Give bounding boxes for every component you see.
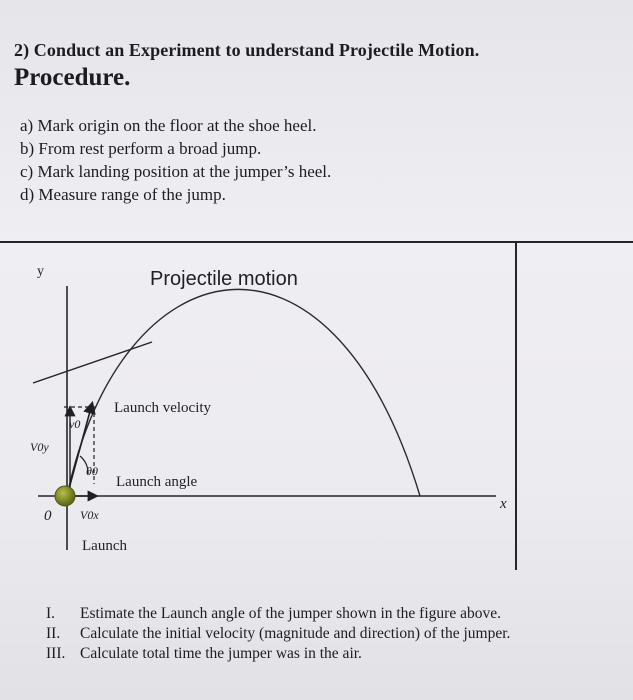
- figure-title: Projectile motion: [150, 268, 298, 290]
- v0x-label: V0x: [80, 508, 99, 522]
- question-3: [46, 644, 510, 664]
- projectile-motion-diagram: [0, 238, 633, 588]
- question-text: Calculate the initial velocity (magnitude and direction) of the jumper.: [80, 625, 511, 642]
- question-text: Calculate total time the jumper was in the air.: [80, 645, 362, 662]
- question-number: III.: [46, 645, 66, 662]
- step-d: d) Measure range of the jump.: [20, 185, 226, 204]
- procedure-steps: [20, 114, 331, 206]
- x-axis-label: x: [500, 496, 507, 512]
- y-axis-label: y: [37, 264, 44, 279]
- launch-velocity-label: Launch velocity: [114, 400, 212, 416]
- question-number: II.: [46, 625, 61, 642]
- v0-label: v0: [69, 417, 81, 431]
- question-2: [46, 624, 510, 644]
- origin-label: 0: [44, 508, 52, 524]
- launch-ball: [55, 486, 75, 506]
- v0y-label: V0y: [30, 440, 49, 454]
- theta0-label: θ0: [86, 464, 98, 478]
- step-b: b) From rest perform a broad jump.: [20, 139, 262, 158]
- step-a: a) Mark origin on the floor at the shoe heel.: [20, 116, 317, 135]
- question-text: Estimate the Launch angle of the jumper shown in the figure above.: [80, 605, 501, 622]
- questions-list: [46, 604, 510, 664]
- procedure-title: Procedure.: [14, 64, 131, 91]
- tangent-line: [33, 342, 152, 383]
- step-c: c) Mark landing position at the jumper’s heel.: [20, 162, 332, 181]
- question-1: [46, 604, 510, 624]
- launch-angle-label: Launch angle: [116, 474, 198, 490]
- trajectory-curve: [67, 289, 420, 496]
- launch-label: Launch: [82, 538, 127, 554]
- question-number: I.: [46, 605, 56, 622]
- exercise-heading: 2) Conduct an Experiment to understand Projectile Motion.: [14, 40, 480, 60]
